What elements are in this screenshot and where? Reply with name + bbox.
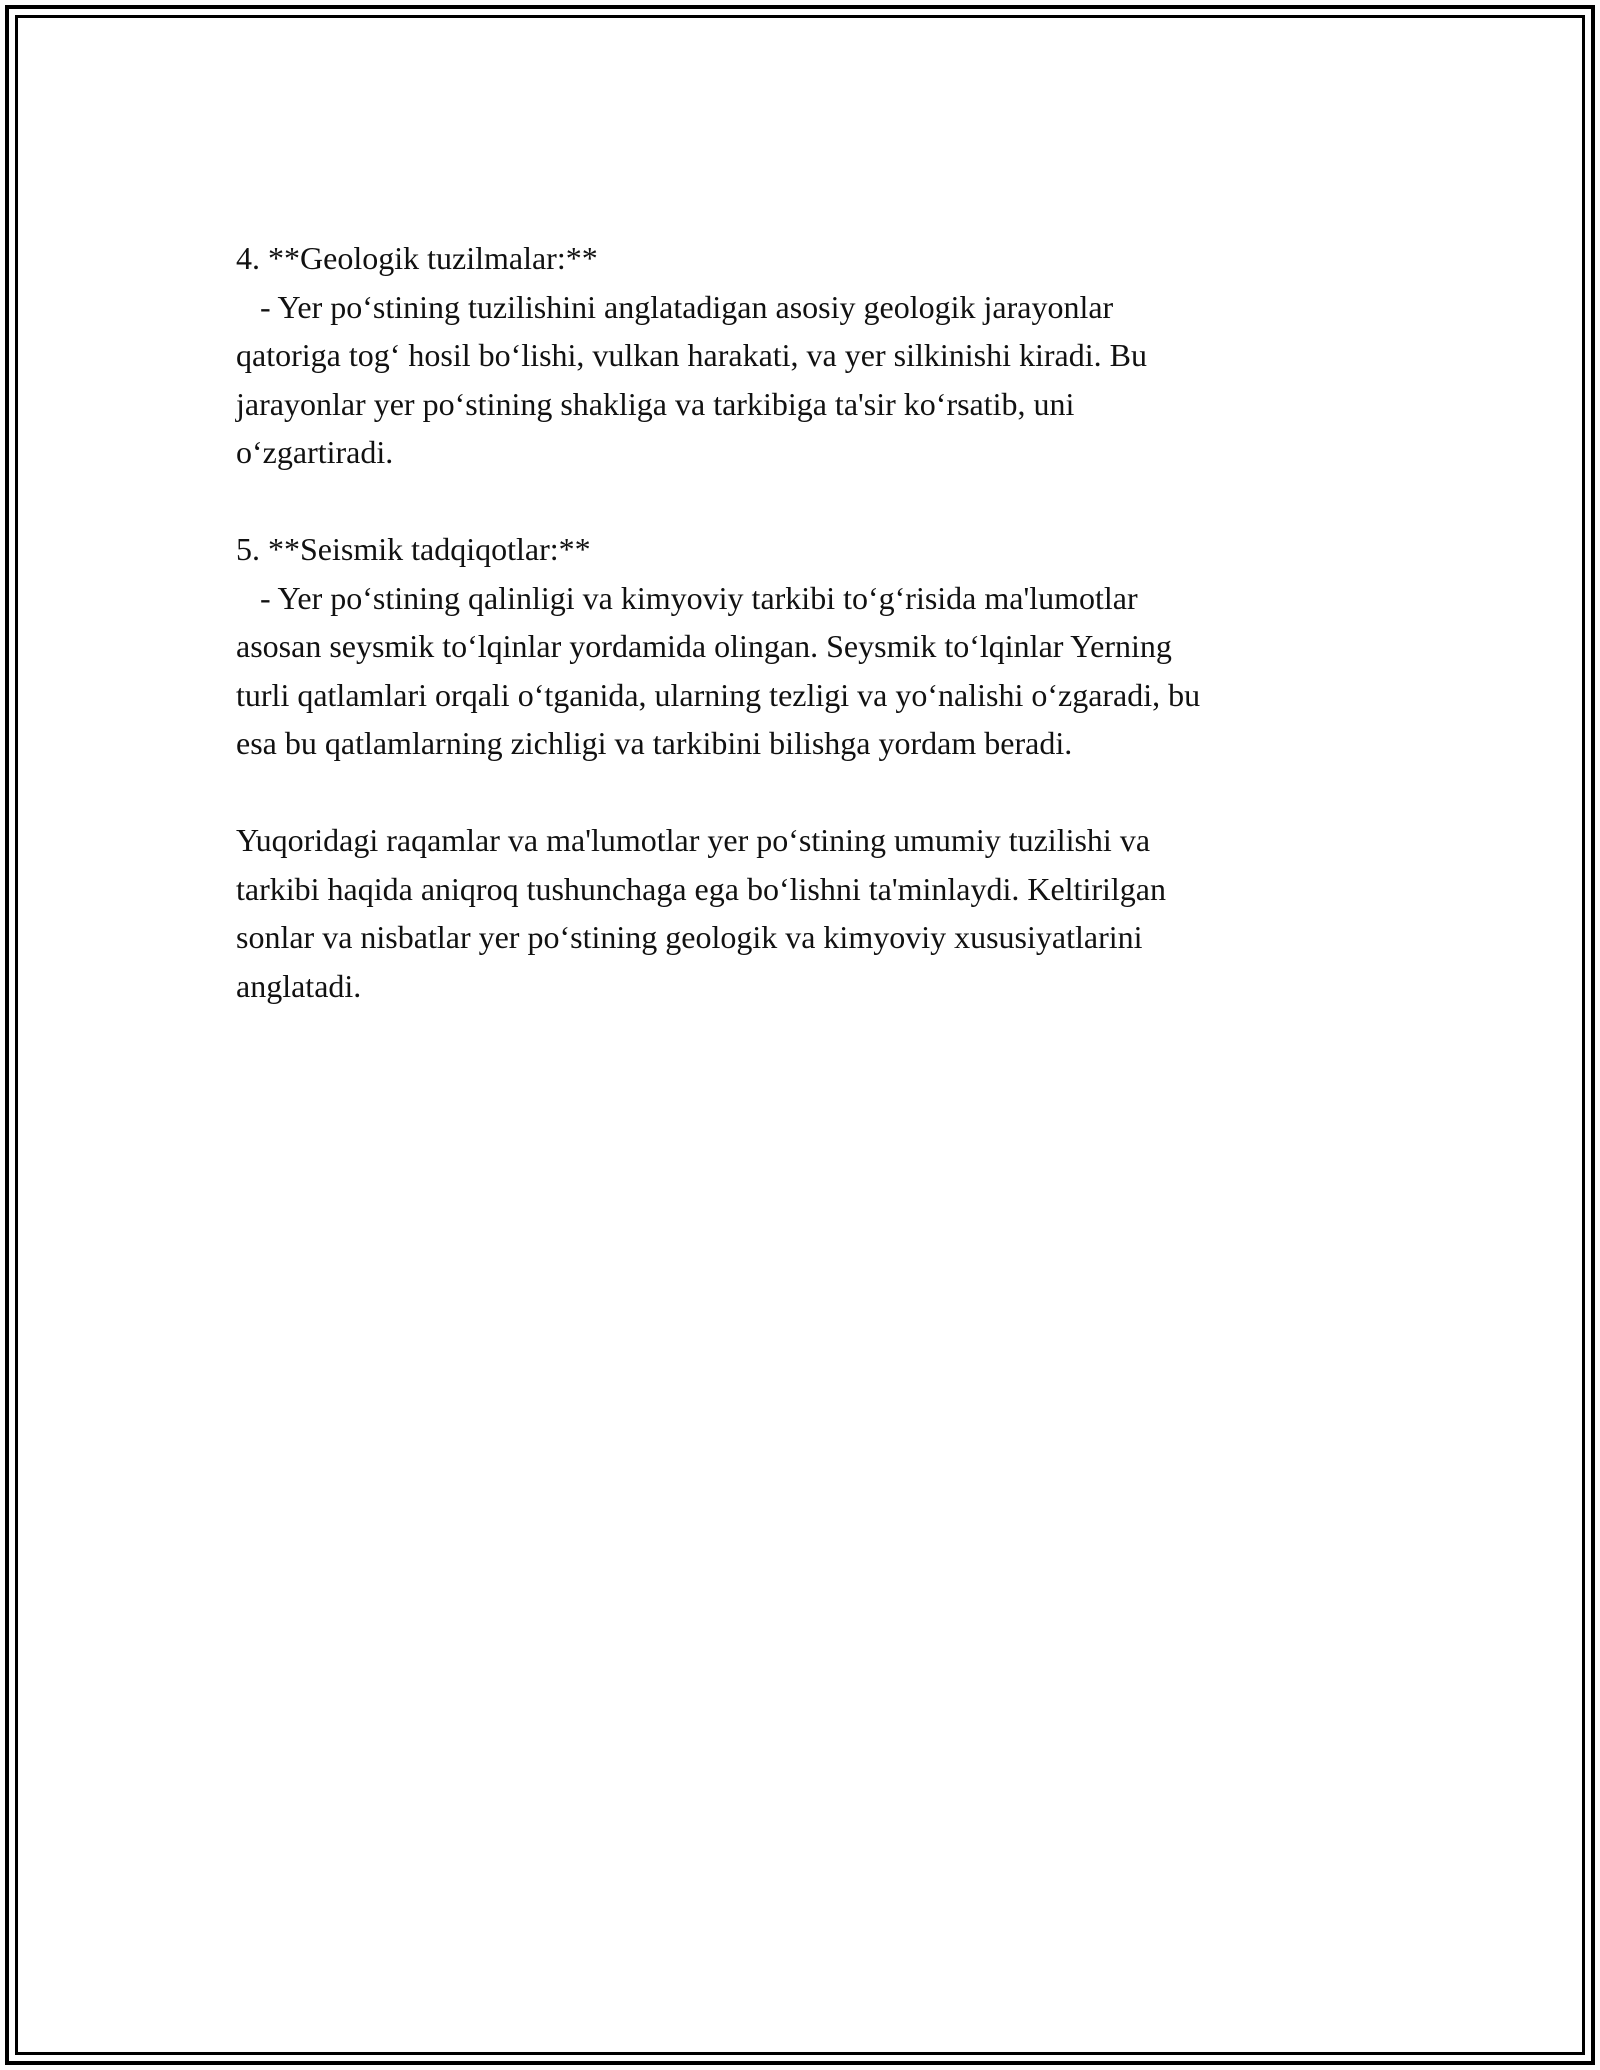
paragraph-line: sonlar va nisbatlar yer po‘stining geologik va kimyoviy xususiyatlarini	[236, 919, 1143, 955]
paragraph-line: qatoriga tog‘ hosil bo‘lishi, vulkan harakati, va yer silkinishi kiradi. Bu	[236, 337, 1147, 373]
section-heading: 4. **Geologik tuzilmalar:**	[236, 240, 598, 276]
paragraph-line: - Yer po‘stining tuzilishini anglatadigan asosiy geologik jarayonlar	[236, 288, 1114, 325]
paragraph-line: tarkibi haqida aniqroq tushunchaga ega bo‘lishni ta'minlaydi. Keltirilgan	[236, 870, 1166, 907]
section-seismik-tadqiqotlar	[236, 525, 1366, 768]
paragraph-line: o‘zgartiradi.	[236, 434, 394, 470]
paragraph-line: Yuqoridagi raqamlar va ma'lumotlar yer po‘stining umumiy tuzilishi va	[236, 822, 1151, 858]
paragraph-spacer	[236, 768, 1366, 817]
paragraph-line: turli qatlamlari orqali o‘tganida, ularning tezligi va yo‘nalishi o‘zgaradi, bu	[236, 676, 1201, 713]
paragraph-spacer	[236, 477, 1366, 526]
paragraph-line: jarayonlar yer po‘stining shakliga va tarkibiga ta'sir ko‘rsatib, uni	[236, 385, 1075, 422]
conclusion-paragraph	[236, 816, 1366, 1010]
document-body	[236, 234, 1366, 1010]
paragraph-line: anglatadi.	[236, 967, 362, 1004]
paragraph-line: esa bu qatlamlarning zichligi va tarkibini bilishga yordam beradi.	[236, 725, 1073, 761]
section-geologik-tuzilmalar	[236, 234, 1366, 477]
section-heading: 5. **Seismik tadqiqotlar:**	[236, 531, 591, 567]
paragraph-line: asosan seysmik to‘lqinlar yordamida olingan. Seysmik to‘lqinlar Yerning	[236, 628, 1172, 664]
paragraph-line: - Yer po‘stining qalinligi va kimyoviy tarkibi to‘g‘risida ma'lumotlar	[236, 579, 1138, 616]
